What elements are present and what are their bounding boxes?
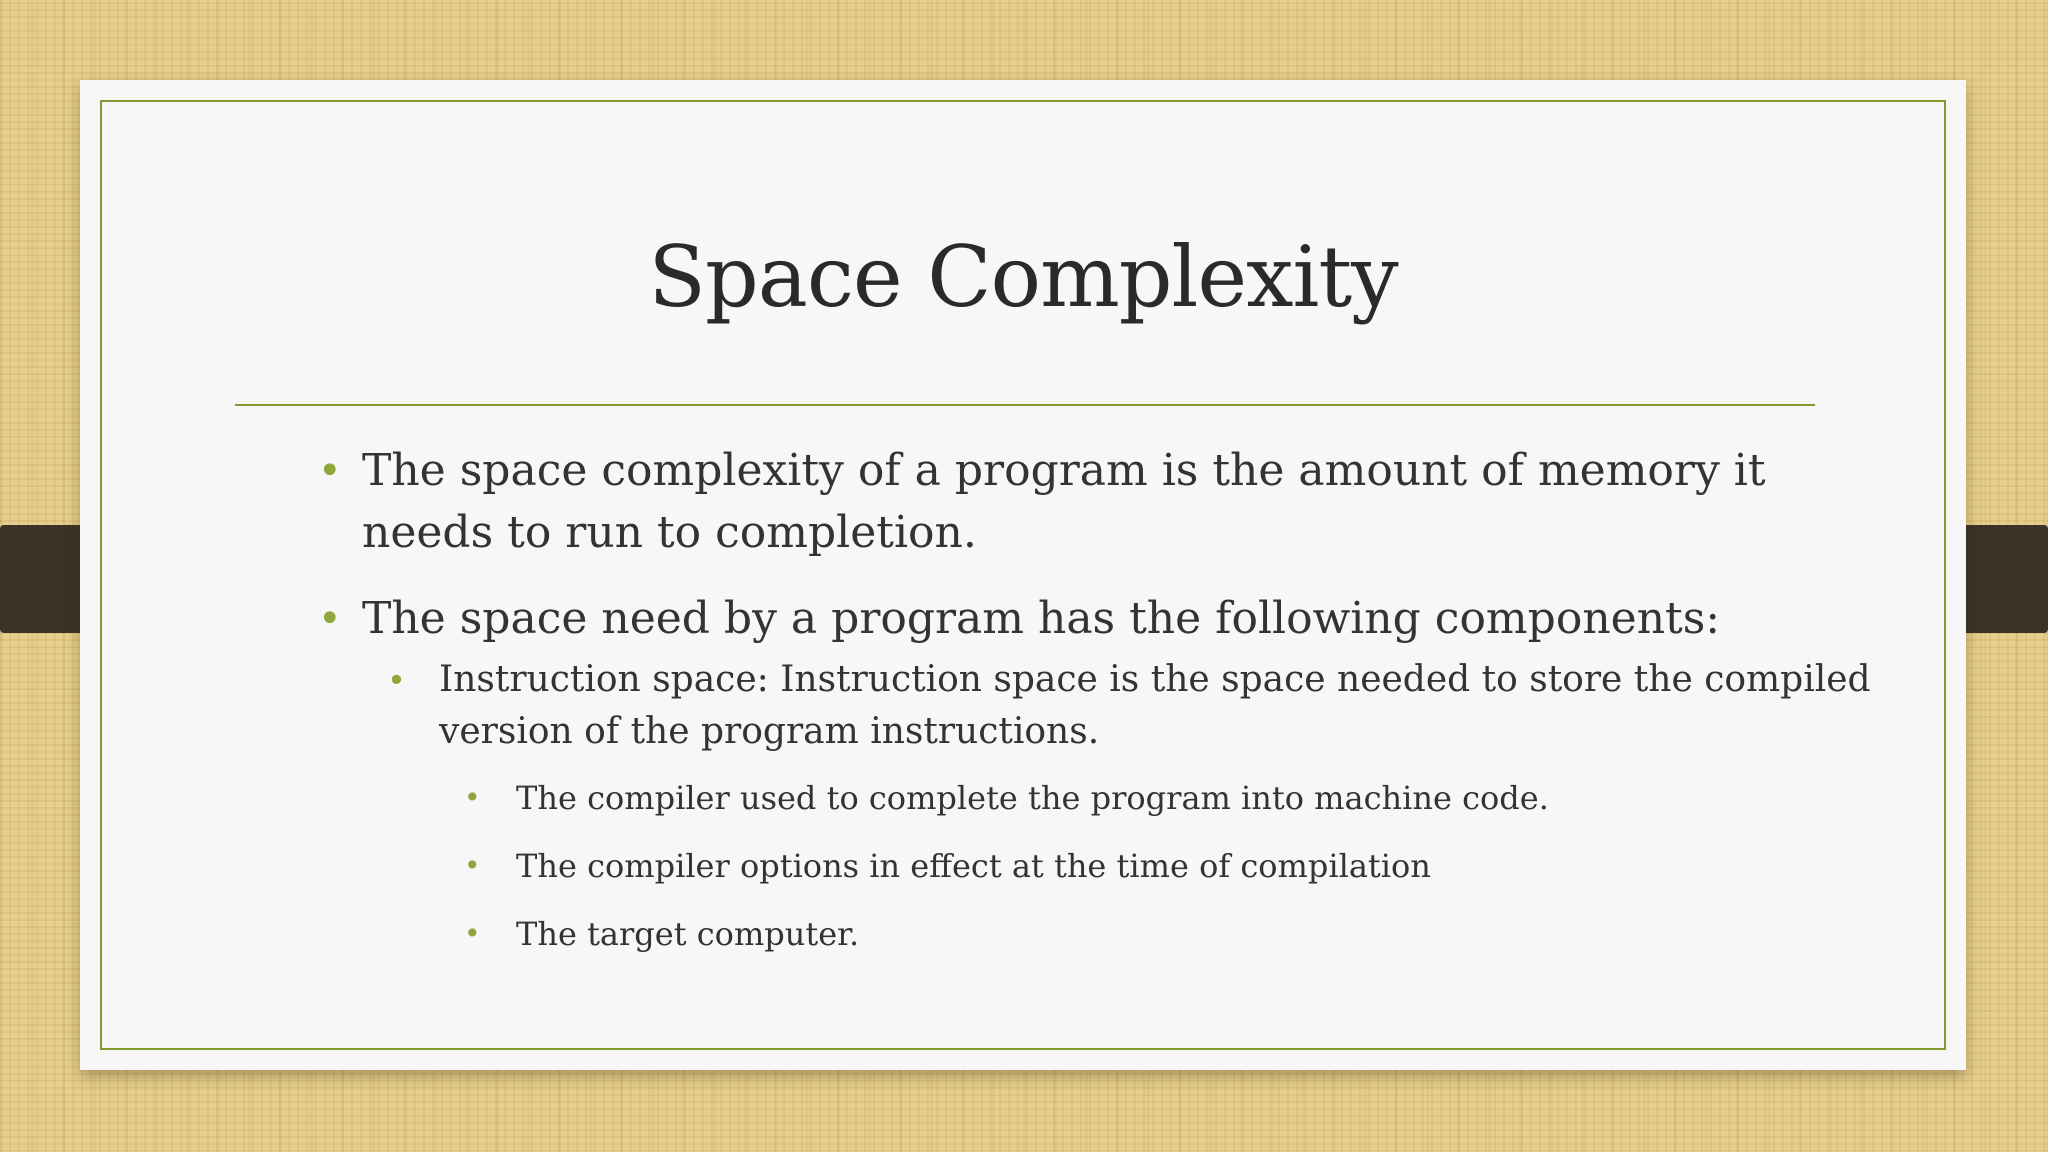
bullet-text: The space need by a program has the following components:: [362, 593, 1721, 644]
bullet-dot-icon: •: [318, 448, 342, 494]
bullet-item: [235, 440, 1835, 564]
sub-sub-bullet-text: The compiler options in effect at the time of compilation: [516, 847, 1431, 885]
bullet-dot-icon: •: [464, 917, 481, 950]
title-divider: [235, 404, 1815, 406]
bullet-text: The space complexity of a program is the amount of memory it needs to run to completion.: [362, 445, 1766, 558]
slide-title: Space Complexity: [648, 228, 1398, 326]
slide-card: [80, 80, 1966, 1070]
slide-content: [235, 440, 1871, 978]
sub-sub-bullet-item: [235, 774, 1835, 822]
sub-sub-bullet-text: The compiler used to complete the program into machine code.: [516, 779, 1549, 817]
bullet-item: [235, 588, 1835, 650]
sub-bullet-item: [235, 654, 1999, 758]
bullet-dot-icon: •: [387, 661, 406, 699]
bullet-dot-icon: •: [464, 849, 481, 882]
sub-sub-bullet-text: The target computer.: [516, 915, 860, 953]
sub-sub-bullet-item: [235, 842, 1835, 890]
sub-sub-bullet-item: [235, 910, 1835, 958]
bullet-dot-icon: •: [464, 781, 481, 814]
sub-bullet-text: Instruction space: Instruction space is the space needed to store the compiled version of the program instructions.: [439, 659, 1871, 752]
bullet-dot-icon: •: [318, 596, 342, 642]
